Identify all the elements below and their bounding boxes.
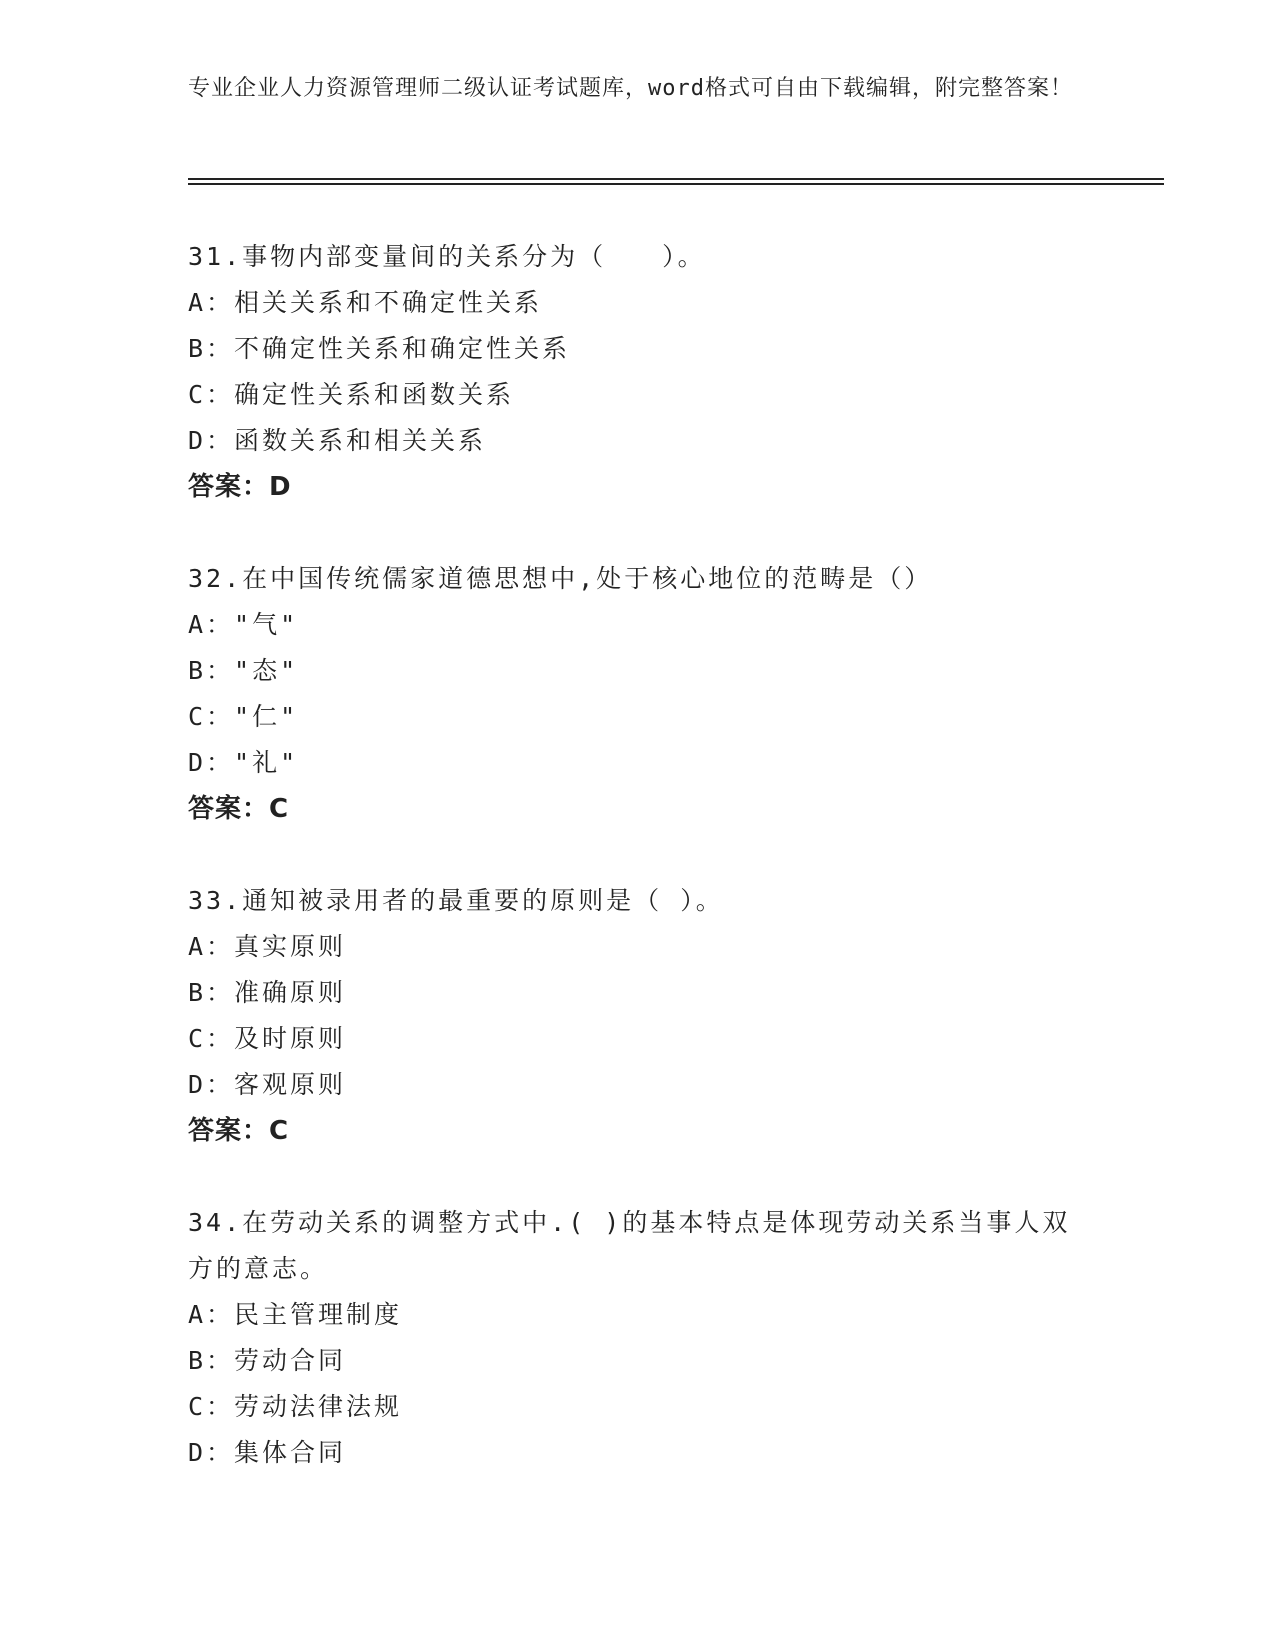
document-header: 专业企业人力资源管理师二级认证考试题库，word格式可自由下载编辑，附完整答案！ [188,76,1073,101]
question-32 [188,556,1088,832]
question-stem: 32.在中国传统儒家道德思想中,处于核心地位的范畴是（） [188,564,933,593]
question-34 [188,1200,1088,1476]
question-stem: 33.通知被录用者的最重要的原则是（ ）。 [188,886,724,915]
answer: 答案：C [188,1116,290,1146]
option-a: A：相关关系和不确定性关系 [188,288,543,317]
option-b: B：不确定性关系和确定性关系 [188,334,571,363]
option-d: D："礼" [188,748,299,777]
option-d: D：客观原则 [188,1070,347,1099]
option-d: D：集体合同 [188,1438,347,1467]
option-c: C：及时原则 [188,1024,347,1053]
answer: 答案：C [188,794,290,824]
header-divider-bottom [188,183,1164,185]
option-c: C："仁" [188,702,299,731]
option-a: A："气" [188,610,299,639]
option-b: B：劳动合同 [188,1346,347,1375]
question-31 [188,234,1088,510]
question-stem: 34.在劳动关系的调整方式中.( )的基本特点是体现劳动关系当事人双方的意志。 [188,1208,1071,1283]
option-a: A：民主管理制度 [188,1300,403,1329]
option-c: C：劳动法律法规 [188,1392,403,1421]
option-b: B：准确原则 [188,978,347,1007]
option-b: B："态" [188,656,299,685]
option-a: A：真实原则 [188,932,347,961]
answer: 答案：D [188,472,292,502]
option-c: C：确定性关系和函数关系 [188,380,515,409]
option-d: D：函数关系和相关关系 [188,426,487,455]
header-divider-top [188,178,1164,180]
question-33 [188,878,1088,1154]
question-stem: 31.事物内部变量间的关系分为（ ）。 [188,242,706,271]
